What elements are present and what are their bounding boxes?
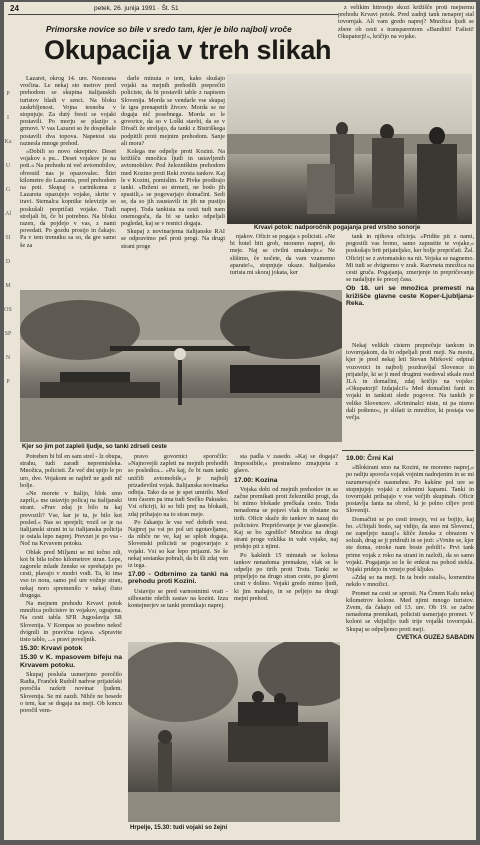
paragraph: »Dobili so novo okrepitev. Deset vojakov s pu... Deset vojakov je na poti.« Na prehodu ni več avtomobilov, obvestil nas je opazovalec. Štiri kilometre do Lazareta, pred prehodom na poti. Skupaj s carinikoma z Lazareta opazujejo vojake, skrite v travi. Stemalca kopnike televizije so poskušali prepričati vojake. Tudi streljali bi, če bi potrebno. Na bloku razen, da pojdejo v vas, z nami povedati. Po gozdu prosijo in čakajo. Pa v tem trenutku sa so, da gre samo še za (20, 148, 116, 249)
newspaper-page (4, 2, 476, 840)
edge-letter: N (5, 355, 11, 361)
column-2 (121, 75, 225, 285)
issue-date: petek, 26. junija 1991 · Št. 51 (94, 5, 179, 12)
photo-2-illustration (20, 290, 342, 442)
column-bottom-3 (234, 453, 338, 643)
section-heading: 19.00: Črni Kal (346, 455, 394, 462)
photo-1-caption: Krvavi potok: nadporočnik pogajanja pred vrstno sonorje (254, 224, 421, 231)
photo-1-illustration (227, 74, 472, 224)
edge-letter: G (5, 187, 11, 193)
edge-letter: P (6, 91, 10, 97)
header-rule (8, 14, 338, 15)
column-right-crni (346, 453, 474, 837)
paragraph: Skupaj z novinarjema italijanske RAI se odpravimo peš proti progi. Na drugi strani proge (121, 228, 225, 250)
paragraph: »Zdaj so na meji. In ta bodo ostali«, komentira nekdo v množici. (346, 574, 474, 589)
edge-letter: P (6, 379, 10, 385)
paragraph: Domačini se po cesti tresejo, vsi se bojijo, kaj bo. »Ubijali bodo, saj vidijo, da smo mi Slovenci, ne zapeljejo nazaj!« kliče ženska z obrazom v solzah, drug se ji pridruži in se jezi: »Vrnite se, kjer ste doma, otroke nam boste pobili!« Prvi tank prime vojak z roko na strani in razloži, da so samo vojaki. Pogajanja so le še enkrat na pohod stekla. Vojaki pridejo in vrnejo pod kljuko. (346, 515, 474, 574)
photo-tanks-crossroad (20, 290, 342, 442)
paragraph: Skupaj posluša usmerjeno poročilo Radia, Franček Rudolf nadvse prijatelski poročila razkrit novinar ljudem. Slovenija. Se mi zazdi. Nihče ne besede o tem, kar se dogaja na meji. Ob koncu poročil vem- (20, 670, 122, 714)
column-4 (338, 4, 474, 72)
paragraph: Potreben bi bil en sam strel - lz obupa, strahu, tudi zaradi nepremisleka. Množica, policisti. Že več dni spijo le po uro, dve. Vojakom se najbrž ne godi nič bolje. (20, 453, 122, 489)
column-bottom-1 (20, 453, 122, 837)
paragraph: tank in njihova oficirja. »Pridite pit z nami, pogostili vas bomo, samo zapustite te vojake,« poskušajo brit prijateljsko, ker bolje prepričati. Žal. Oficirji se z avtomatsko na nit. Vojska se nagnemo. Mi tudi se dvignemo v zrak. Razvneta množica na cesti gruča. Pogajanja, zmerjenje in prepričevanje se nadaljuje še precej časa. (346, 233, 474, 284)
section-heading: 17.00 - Odbrnimo za tanki na prehodu proti Kozini. (128, 571, 228, 586)
paragraph: Po kakšnih 15 minutah se kolona tankov nenadoma premakne, vlak se le odpelje po tirih proti Trstu. Tanki se pripeljejo na drugo stran ceste, po glavni cesti v dolino. Vojaki gredo mimo ljudi, ki jim mahajo, in se peljejo na drugi mejni prehod. (234, 551, 338, 602)
section-heading: Ob 18. uri se množica premestí na križišče glavne ceste Koper-Ljubljana-Reka. (346, 285, 474, 307)
edge-letter: SI (5, 235, 11, 241)
paragraph: Nekaj velikih cistern preprečuje tankom in tovornjakom, da bi odpeljali proti meji. Na mestu, kjer je pred nekaj leti Stevan Mirković odpiral vozovnici in najbolj pozdravljal Slovence in prijatelje, ki se ji med drugimi vsedoval stkale mod JLA in domačini, zdaj kričijo na vojsko: »Okupatorji! Izdajalci!« Med domačini fanti in vojaki in tankisti slede pogovor. Na tankih je veliko Slovencev. »Kriminalci niste, ni pa nismo dali pošteno«, je slišati iz množice, ki postaja vse večja. (346, 342, 474, 422)
photo-3-illustration (128, 642, 340, 822)
section-heading: 15.30 v K. mpasovem bifeju na Krvavem potoku. (20, 654, 122, 669)
column-bottom-2 (128, 453, 228, 643)
paragraph: Kolega me odpelje proti Kozini. Na križišču množica ljudi in ustavljenih avtomobilov. Pod železniškim prehodom med Kozino proti Reki zvrsta tankov. Kaj le v Kozini, pomislim. Iz Pivke prodirajo tanki. »Brženi so strmeti, ne bodo jih spustili,« se pogovarjajo domačini. Sedi se, da so jih zaustavili in jih ne pustijo naprej. Toda tankista na cesti tudi nam onemogoča, da bi se tanko odpeljali pogledat, kaj se v resnici dogaja. (121, 148, 225, 228)
paragraph: Vojska dobi od mejnih prehodov in se začne premikati proti železniški progi, da bi mimo blokade prečkala cesto. Toda nenadoma se pojavi vlak in obstane na tirih. Oficir skače do tankov in nazaj do policistov. Prepričevanje je vse glasnejše. Kaj se bo zgodilo? Množica na drugi strani proge vzklika in vabi vojake, naj pridejo pit z njimi. (234, 485, 338, 551)
paragraph: Promet na cesti se sprosti. Na Črnem Kalu nekaj kilometrov kolone. Med njimi mnogo turistov. Zvem, da čakajo od 13. ure. Ob 19. se začne nenadoma premikati, policisti usmerjajo promet. V koloni se vkijučijo tudi trije vojaški tovornjaki. Skupaj se odpeljemo proti meji. (346, 589, 474, 633)
paragraph: pravo govornici sporočilo: »Najnovejši zapleti na mejnih prehodih so posledica... »Pa kaj, če bi nam tanki uničili avtomobile,« je najbolj prizadevilni vojak. Italijanska novinarka odbija. Tako da se je spet umirilo. Med tem časom pa ima tudi Srečko Pakusko. Vsi oficirji, ki so bili prej na blokadi, zdaj prihajajo na to stran meje. (128, 453, 228, 518)
column-rule (342, 450, 474, 451)
edge-letter: U (5, 163, 11, 169)
photo-3-caption: Hrpelje, 15.30: tudi vojaki so žejni (130, 824, 228, 831)
paragraph: sta padla v zasedo. »Kaj se dogaja? Impossibile,« prestrašeno zmajujeta z glavo. (234, 453, 338, 475)
edge-letter: SP (4, 331, 12, 337)
paragraph: darle minuta o tem, kako skušajo vojaki na mejnih prehodih preprečiti policiste, da bi postavili table z napisom Slovenija. Morda se vendarle vse skupaj le igra prenapetih živcev. Morda se ne dogaja nič posebnega. Morda so le govorice, da so v Loški stavbi, da se v Divači že streljajo, da tanki z Bistriškega podpitili proti mejnim prehodom. Sanje ali mora? (121, 75, 225, 147)
column-5 (346, 233, 474, 341)
column-right-koper (346, 342, 474, 452)
page-number: 24 (10, 4, 19, 13)
edge-letter: Ka (4, 139, 12, 145)
binder-edge-letters (4, 82, 12, 394)
section-heading: 15.30: Krvavi potok (20, 645, 83, 653)
paragraph: Oblak pred Miljami se mi točno zdi, kot bi bila točno kilometrov stran. Lepe, zagorele mlade ženske se sprehajajo po cesti, plavajo v modri vodi. Ta, ki ima vso to nora, samo pol ure vožnje stran, nekaj noro spremenilo v nekaj čisto drugega. (20, 548, 122, 599)
column-3 (230, 233, 335, 291)
photo-soldiers-thirsty (128, 642, 340, 822)
edge-letter: Al (5, 211, 11, 217)
article-title: Okupacija v treh slikah (44, 35, 332, 65)
section-heading: 17.00: Kozina (234, 476, 278, 484)
edge-letter: M (5, 283, 11, 289)
paragraph: »Blokirani smo na Kozini, ne moremo naprej,« po radiju sporoča vojak vojnim nadrejenim in se mi razumevajoče nasmehne. Po kakšne pol ure se stopnjujejo vojaki z zelenimi kapami. Tanki in tovornjaki prihajajo v vse večjih skupinah. Oficir postavlja fanta na obroč, ki je polno ciljev proti Sloveniji. (346, 464, 474, 515)
paragraph: z velikim hitrostjo skozi križišče proti mejnemu prehodu Krvavi potok. Pred zadnji tank nenaprej stal tovornjak. Ali vam gredo naprej? Množica ljudi se zbere ob cesti s transparentom »Bandiiti! Fašisti! Okupatorji!«, kričijo na vojake. (338, 4, 474, 40)
column-1 (20, 75, 116, 278)
edge-letter: OS (4, 307, 12, 313)
paragraph: Ustavijo se pred varnostnimi vrati - silhouette rdečih zastav na kozini. Izza kontejnerjev se tanki premikajo naprej. (128, 587, 228, 610)
paragraph: Lazaret, okrog 14. ure. Nesnosna vročina. Le nekaj sto metrov pred prehodom se skupina italijanskih turistov hladi v senci. Na bloku zaskrbljenost. Vojna tesnoba v stopnjuje. Za dutý fresti se vojaki postavili. Po morju se plazijo s grmovi. V vas Lazaret so že dospeliale postavili dva topova. Napetost sta raznesla mnoge prehod. (20, 75, 116, 147)
photo-2-caption: Kjer so jim pot zapleli ljudje, so tanki zdrseli ceste (22, 443, 167, 450)
paragraph: Po čakanju le vse več dobrih vest. Najprej pa vsi po pol uri ugotavljamo, da nihče ne ve, kaj se sploh dogaja. Slovenski policisti se pogovarjajo z vojaki. Vsi so kar lepo prijazni. Se še nekaj sestanka pobrali, da bi šli zdaj ven iz tega. (128, 518, 228, 570)
paragraph: Na mejnem prehodu Krvavi potok množica policistov in vojakov, ograjena. Na cesti tabla SFR Jugoslavija SR Slovenija. V Kompas so posebno nekoč dvignili in pravična izjava. »Spravite tisto tablo, ...« pravi poveljnik. (20, 600, 122, 644)
paragraph: njakov. Oficir se pogaja s policisti. »Ne bi hotel biti grob, moramo naprej, do meje. Naj se civilni umaknejo.« Ne slišimo, če nočete, da vam vzamemo aparate!«, stopnjuje ukaze. Italijanska turista mi skoraj jokata, ker (230, 233, 335, 277)
article-subtitle: Primorske novice so bile v sredo tam, kjer je bilo najbolj vroče (46, 24, 292, 34)
edge-letter: D (5, 259, 11, 265)
paragraph: »Ne morete v Italijo, blok smo zaprli,« me ustavijo policaj na italijanski strani. »Prav zdaj je bilo tu kaj prevozili? Vse, kar je tu, je bilo kot posled.« Nas so sprejeli; vozil se je na italijanski strani in ta italijanska policija je ostala lepo naprej. Prevzet je po vsa - Noč na Krvavem potoku. (20, 490, 122, 548)
author-signature: CVETKA GUZEJ SABADIN (396, 633, 474, 641)
photo-soldiers-negotiation (227, 74, 472, 224)
edge-letter: I (7, 115, 9, 121)
